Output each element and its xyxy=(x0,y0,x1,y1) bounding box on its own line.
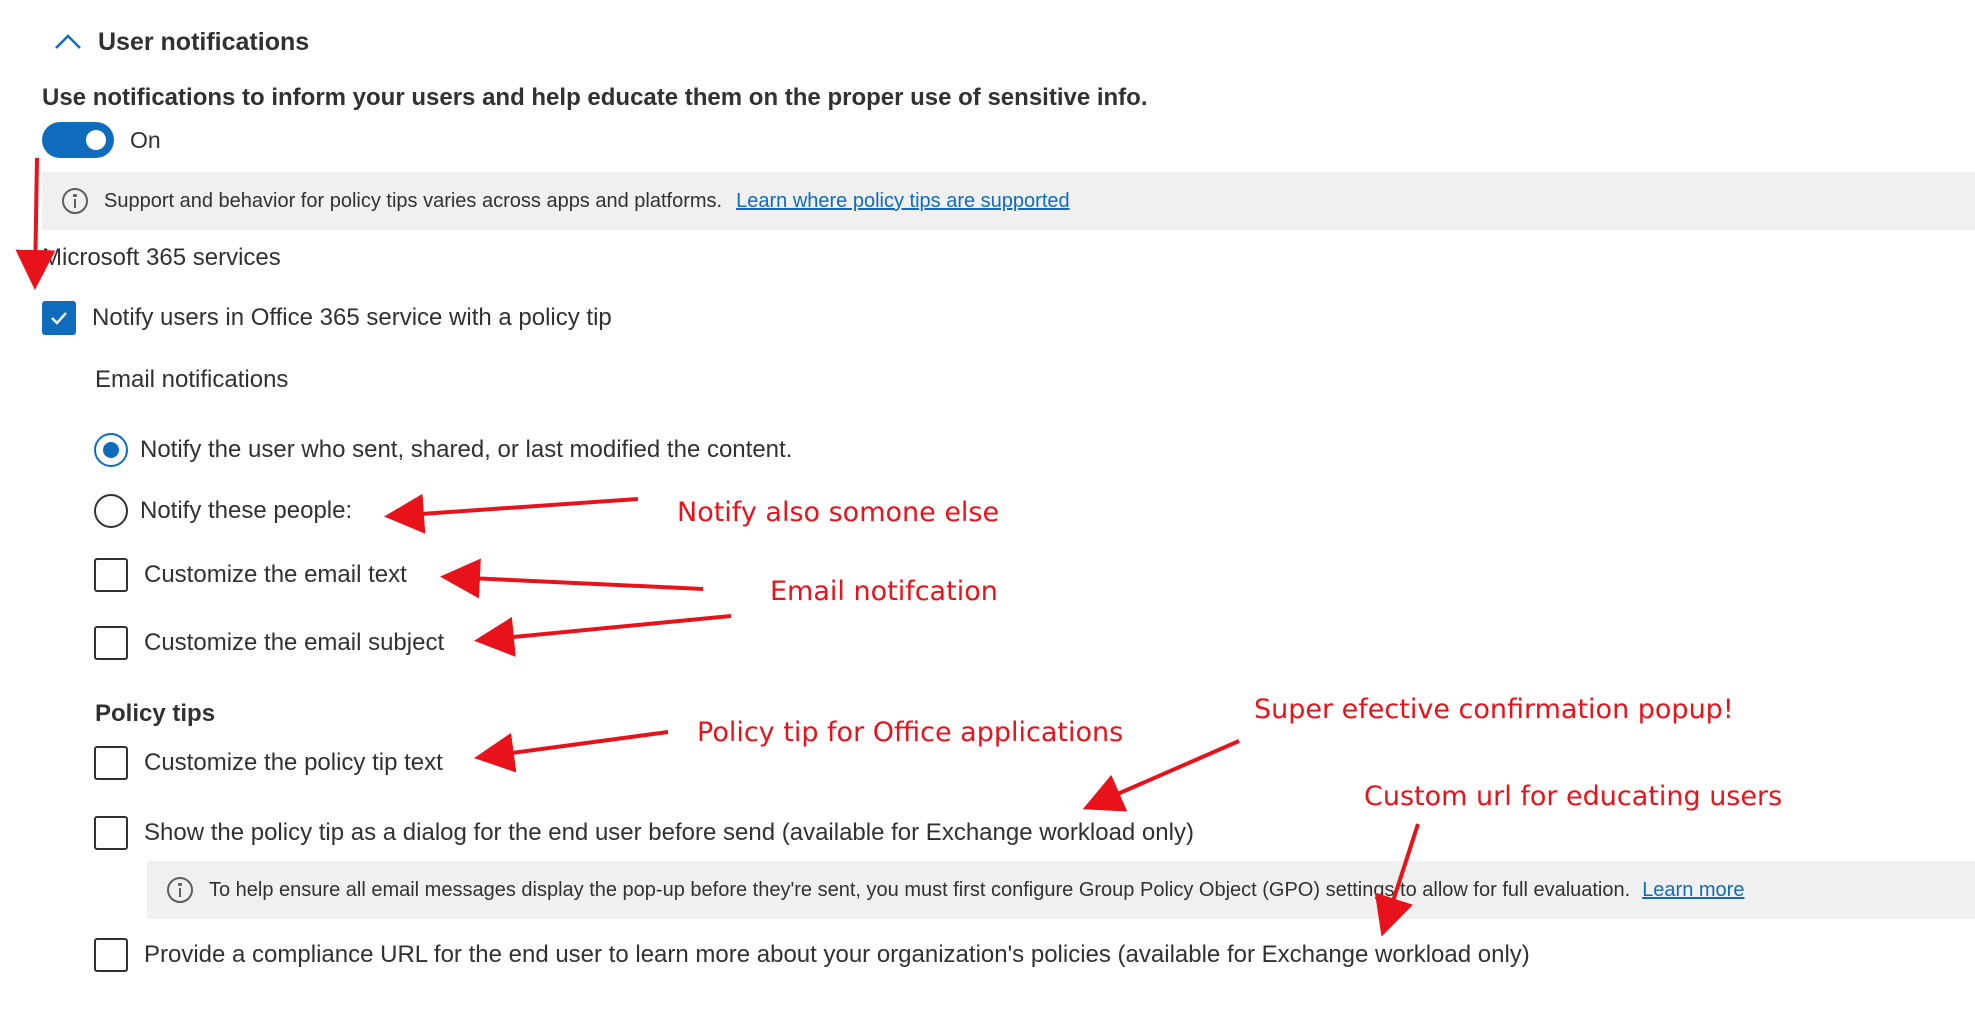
arrow-popup xyxy=(1090,741,1239,806)
notifications-toggle[interactable] xyxy=(42,122,114,158)
arrow-email-text xyxy=(448,577,703,589)
notify-users-checkbox-row[interactable] xyxy=(42,301,612,335)
customize-email-subject-label: Customize the email subject xyxy=(144,629,445,656)
annotation-popup: Super efective confirmation popup! xyxy=(1254,694,1734,725)
toggle-label: On xyxy=(130,126,161,153)
annotation-custom-url: Custom url for educating users xyxy=(1364,781,1783,812)
policy-tips-heading: Policy tips xyxy=(95,700,216,727)
show-dialog-label: Show the policy tip as a dialog for the end user before send (available for Exchange workload only) xyxy=(144,819,1194,846)
customize-email-text-checkbox[interactable] xyxy=(94,558,128,592)
customize-email-subject-checkbox[interactable] xyxy=(94,626,128,660)
annotation-notify-else: Notify also somone else xyxy=(677,497,1000,528)
learn-policy-tips-link[interactable]: Learn where policy tips are supported xyxy=(736,189,1070,212)
customize-email-text-label: Customize the email text xyxy=(144,561,407,588)
customize-email-subject-row[interactable] xyxy=(94,626,444,660)
arrow-notify-people xyxy=(392,499,638,516)
chevron-up-icon xyxy=(52,26,84,58)
info-bar-text: Support and behavior for policy tips varies across apps and platforms. xyxy=(104,189,723,212)
show-dialog-checkbox[interactable] xyxy=(94,816,128,850)
notify-users-checkbox[interactable] xyxy=(42,301,76,335)
notify-people-label: Notify these people: xyxy=(140,497,353,524)
arrow-toggle-down xyxy=(35,158,37,282)
notifications-toggle-row xyxy=(42,122,161,158)
notify-people-radio[interactable] xyxy=(94,494,128,528)
annotation-email-notif: Email notifcation xyxy=(770,576,998,607)
policy-tips-info-bar xyxy=(42,172,1975,230)
section-title: User notifications xyxy=(98,27,310,56)
show-dialog-row[interactable] xyxy=(94,816,1194,850)
annotation-policy-tip-office: Policy tip for Office applications xyxy=(697,717,1124,748)
arrow-email-subject xyxy=(482,616,731,640)
gpo-info-text: To help ensure all email messages display the pop-up before they're sent, you must first configure Group Policy Object (GPO) settings to allow for full evaluation. xyxy=(209,878,1631,901)
arrow-policy-tip xyxy=(482,732,668,757)
customize-policy-tip-row[interactable] xyxy=(94,746,443,780)
radio-row-sender[interactable] xyxy=(94,433,792,467)
info-icon xyxy=(167,877,193,903)
radio-row-people[interactable] xyxy=(94,494,352,528)
gpo-info-bar xyxy=(147,861,1975,919)
radio-dot xyxy=(103,442,119,458)
notify-sender-label: Notify the user who sent, shared, or last modified the content. xyxy=(140,436,793,463)
email-notifications-heading: Email notifications xyxy=(95,366,289,393)
compliance-url-checkbox[interactable] xyxy=(94,938,128,972)
checkmark-icon xyxy=(48,307,70,329)
notify-users-label: Notify users in Office 365 service with a policy tip xyxy=(92,304,612,331)
section-header[interactable] xyxy=(52,26,309,58)
customize-policy-tip-label: Customize the policy tip text xyxy=(144,749,443,776)
toggle-knob xyxy=(86,130,106,150)
section-description: Use notifications to inform your users and help educate them on the proper use of sensitive info. xyxy=(42,84,1148,111)
compliance-url-label: Provide a compliance URL for the end user to learn more about your organization's policies (available for Exchange workload only) xyxy=(144,941,1530,968)
compliance-url-row[interactable] xyxy=(94,938,1530,972)
customize-policy-tip-checkbox[interactable] xyxy=(94,746,128,780)
info-icon xyxy=(62,188,88,214)
customize-email-text-row[interactable] xyxy=(94,558,407,592)
notify-sender-radio[interactable] xyxy=(94,433,128,467)
learn-more-link[interactable]: Learn more xyxy=(1642,878,1745,901)
services-heading: Microsoft 365 services xyxy=(42,244,281,271)
